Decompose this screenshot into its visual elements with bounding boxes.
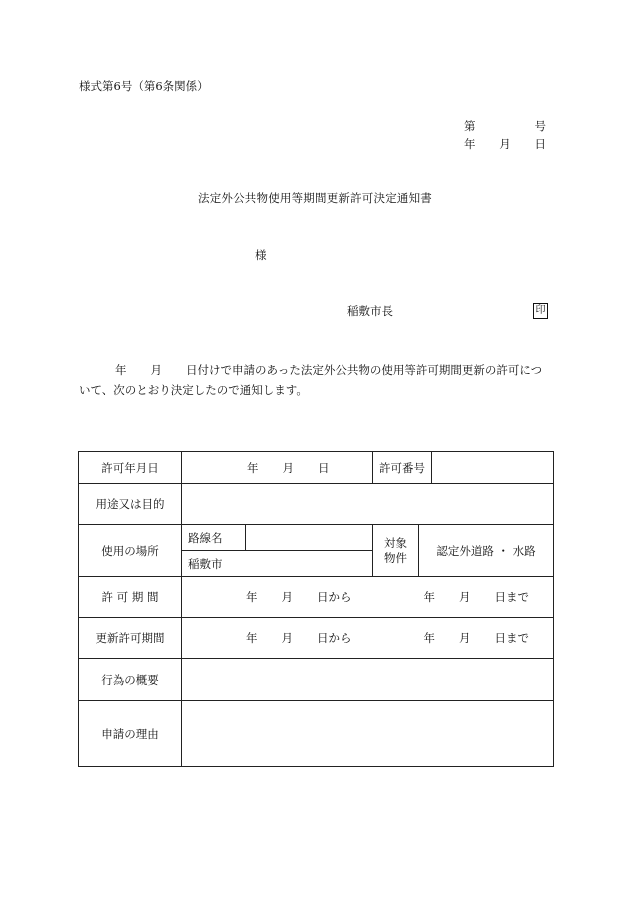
document-date (464, 139, 546, 151)
renewal-period-label: 更新許可期間 (79, 618, 182, 659)
row-location (79, 525, 554, 577)
body-year: 年 (115, 363, 127, 377)
doc-date-day: 日 (534, 137, 546, 151)
doc-number-dai: 第 (464, 119, 476, 133)
row-purpose (79, 484, 554, 525)
target-label: 対象 物件 (373, 525, 419, 577)
action-value[interactable] (182, 659, 554, 701)
body-rest: 日付けで申請のあった法定外公共物の使用等許可期間更新の許可について、次のとおり決定したので通知します。 (79, 363, 543, 397)
issuer-name: 稲敷市長 (347, 304, 393, 318)
renewal-period-value[interactable]: 年 月 日から 年 月 日まで (182, 618, 554, 659)
row-action (79, 659, 554, 701)
purpose-label: 用途又は目的 (79, 484, 182, 525)
location-detail (182, 525, 373, 577)
row-reason (79, 701, 554, 767)
permit-date-label: 許可年月日 (79, 452, 182, 484)
addressee-suffix: 様 (255, 248, 267, 262)
doc-date-year: 年 (464, 137, 476, 151)
document-number (464, 121, 546, 133)
reason-label: 申請の理由 (79, 701, 182, 767)
row-permit-date (79, 452, 554, 484)
form-number: 様式第6号（第6条関係） (79, 79, 209, 93)
permit-number-value[interactable] (432, 452, 554, 484)
permit-date-value[interactable]: 年 月 日 (182, 452, 373, 484)
permit-number-label: 許可番号 (373, 452, 432, 484)
city-name: 稲敷市 (188, 556, 223, 571)
permit-table (78, 451, 554, 767)
doc-date-month: 月 (499, 137, 511, 151)
body-month: 月 (150, 363, 162, 377)
action-label: 行為の概要 (79, 659, 182, 701)
body-paragraph (79, 360, 549, 400)
permit-period-label: 許 可 期 間 (79, 577, 182, 618)
target-value: 認定外道路 ・ 水路 (419, 525, 554, 577)
location-label: 使用の場所 (79, 525, 182, 577)
reason-value[interactable] (182, 701, 554, 767)
seal-stamp: 印 (533, 303, 548, 319)
document-title: 法定外公共物使用等期間更新許可決定通知書 (198, 191, 432, 205)
permit-period-value[interactable]: 年 月 日から 年 月 日まで (182, 577, 554, 618)
route-label: 路線名 (182, 525, 246, 551)
route-value[interactable] (246, 525, 373, 551)
row-permit-period (79, 577, 554, 618)
row-renewal-period (79, 618, 554, 659)
purpose-value[interactable] (182, 484, 554, 525)
doc-number-go: 号 (534, 119, 546, 133)
